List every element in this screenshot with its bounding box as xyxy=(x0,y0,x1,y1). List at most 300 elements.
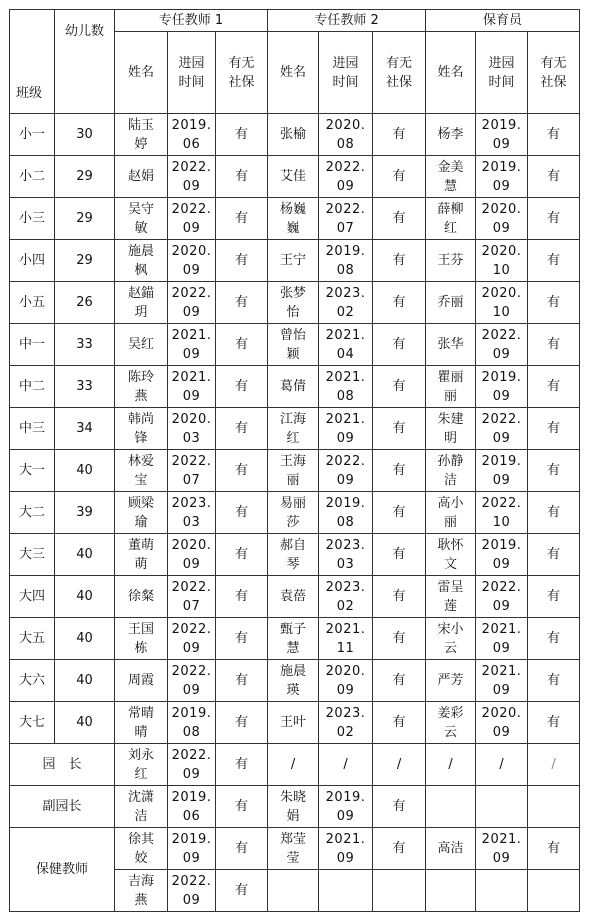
subheader-name xyxy=(115,32,168,114)
table-row xyxy=(10,576,580,618)
date-text: 10 xyxy=(492,304,511,320)
table-row xyxy=(10,282,580,324)
ss-text: 有 xyxy=(392,673,406,688)
name-text: 江海 xyxy=(280,411,307,427)
ss-text: 有 xyxy=(235,589,249,604)
count-text: 29 xyxy=(76,211,93,226)
date-text: 09 xyxy=(182,850,201,866)
social-security xyxy=(216,366,268,408)
name-text: 杨李 xyxy=(437,127,464,142)
empty-cell xyxy=(268,870,319,912)
count-text: 40 xyxy=(76,673,93,688)
entry-date xyxy=(319,366,373,408)
social-security xyxy=(373,366,426,408)
table-row xyxy=(10,324,580,366)
ss-text: 有 xyxy=(547,841,561,856)
social-security xyxy=(528,492,580,534)
social-security xyxy=(528,198,580,240)
entry-date xyxy=(476,618,528,660)
table-row xyxy=(10,660,580,702)
name-text: 施晨 xyxy=(280,663,307,679)
name-text: 朱晓 xyxy=(280,789,307,805)
teacher-name xyxy=(115,324,168,366)
empty-slash xyxy=(373,744,426,786)
social-security xyxy=(373,618,426,660)
social-security xyxy=(373,324,426,366)
class-name xyxy=(10,702,55,744)
date-text: 09 xyxy=(336,850,355,866)
entry-date xyxy=(476,534,528,576)
social-security xyxy=(216,618,268,660)
class-name xyxy=(10,492,55,534)
social-security xyxy=(373,198,426,240)
date-text: 2019. xyxy=(325,495,366,511)
date-text: 2020. xyxy=(325,663,366,679)
ss-text: 有 xyxy=(392,505,406,520)
teacher-name xyxy=(268,576,319,618)
empty-slash xyxy=(528,744,580,786)
name-text: 艾佳 xyxy=(280,169,307,184)
count-text: 33 xyxy=(76,379,93,394)
social-security xyxy=(373,492,426,534)
child-count xyxy=(55,702,115,744)
name-text: 红 xyxy=(134,766,148,782)
entry-date xyxy=(319,786,373,828)
child-count xyxy=(55,240,115,282)
class-text: 小二 xyxy=(18,169,45,184)
entry-date xyxy=(476,492,528,534)
table-row xyxy=(10,492,580,534)
teacher-name xyxy=(268,198,319,240)
empty-cell xyxy=(373,870,426,912)
name-text: 丽 xyxy=(444,514,458,530)
teacher-name xyxy=(426,156,476,198)
date-text: 2019. xyxy=(325,243,366,259)
ss-text: 有 xyxy=(392,295,406,310)
name-text: 颖 xyxy=(286,346,300,362)
social-security xyxy=(528,576,580,618)
social-security xyxy=(373,450,426,492)
teacher-name xyxy=(426,408,476,450)
table-row xyxy=(10,156,580,198)
entry-date xyxy=(168,576,216,618)
ss-text: 有 xyxy=(235,631,249,646)
child-count xyxy=(55,618,115,660)
date-text: 09 xyxy=(182,682,201,698)
ss-text: 有 xyxy=(547,715,561,730)
child-count xyxy=(55,492,115,534)
social-security xyxy=(528,450,580,492)
count-text: 40 xyxy=(76,589,93,604)
date-text: 2023. xyxy=(325,579,366,595)
date-text: 2020. xyxy=(171,537,212,553)
class-text: 中二 xyxy=(18,379,45,394)
class-name xyxy=(10,282,55,324)
social-security xyxy=(373,240,426,282)
teacher-name xyxy=(268,492,319,534)
teacher-name xyxy=(115,534,168,576)
name-text: 周霞 xyxy=(127,673,154,688)
teacher-name xyxy=(426,576,476,618)
date-text: 2021. xyxy=(171,327,212,343)
entry-date xyxy=(168,534,216,576)
date-text: 03 xyxy=(182,430,201,446)
date-text: 2021. xyxy=(325,411,366,427)
date-text: 09 xyxy=(492,388,511,404)
teacher-name xyxy=(115,114,168,156)
entry-date xyxy=(319,240,373,282)
entry-date xyxy=(319,618,373,660)
social-security xyxy=(528,702,580,744)
header-teacher-1: 专任教师 1 xyxy=(115,10,268,32)
date-text: 06 xyxy=(182,136,201,152)
date-text: 2020. xyxy=(481,243,522,259)
name-text: 燕 xyxy=(134,892,148,908)
name-text: 张华 xyxy=(437,337,464,352)
table-row xyxy=(10,408,580,450)
date-text: 09 xyxy=(492,178,511,194)
name-text: 高洁 xyxy=(437,841,464,856)
social-security xyxy=(373,282,426,324)
principal-label-text: 园 长 xyxy=(42,757,82,772)
date-text: 2022. xyxy=(171,579,212,595)
vice-label-text: 副园长 xyxy=(42,799,82,814)
name-text: 娟 xyxy=(286,808,300,824)
social-security xyxy=(373,156,426,198)
date-text: 09 xyxy=(182,304,201,320)
ss-label: 有无 xyxy=(228,55,255,71)
name-text: 慧 xyxy=(444,178,458,194)
name-text: 明 xyxy=(444,430,458,446)
name-text: 王叶 xyxy=(280,715,307,730)
date-text: 2020. xyxy=(481,705,522,721)
date-text: 09 xyxy=(182,892,201,908)
social-security xyxy=(216,786,268,828)
entry-date xyxy=(168,828,216,870)
ss-text: 有 xyxy=(235,337,249,352)
social-security xyxy=(528,618,580,660)
child-count xyxy=(55,198,115,240)
subheader-social-security xyxy=(373,32,426,114)
slash-text: / xyxy=(343,757,348,772)
date-text: 09 xyxy=(336,808,355,824)
date-text: 2022. xyxy=(171,285,212,301)
ss-text: 有 xyxy=(547,295,561,310)
ss-text: 有 xyxy=(235,253,249,268)
teacher-name xyxy=(115,660,168,702)
name-text: 王海 xyxy=(280,453,307,469)
social-security xyxy=(373,114,426,156)
teacher-name xyxy=(115,828,168,870)
class-text: 大一 xyxy=(18,463,45,478)
social-security xyxy=(216,156,268,198)
entry-date xyxy=(476,408,528,450)
date-text: 2022. xyxy=(171,747,212,763)
date-text: 2020. xyxy=(171,243,212,259)
count-text: 29 xyxy=(76,253,93,268)
count-text: 40 xyxy=(76,547,93,562)
teacher-name xyxy=(115,576,168,618)
name-text: 王国 xyxy=(127,621,154,637)
teacher-name xyxy=(426,660,476,702)
header-teacher-2: 专任教师 2 xyxy=(268,10,426,32)
ss-text: 有 xyxy=(235,169,249,184)
name-text: 锋 xyxy=(134,430,148,446)
table-row xyxy=(10,450,580,492)
date-text: 08 xyxy=(336,514,355,530)
name-text: 乔丽 xyxy=(437,295,464,310)
name-text: 吴守 xyxy=(127,201,154,217)
name-text: 宝 xyxy=(134,472,148,488)
class-name xyxy=(10,240,55,282)
teacher-name xyxy=(268,450,319,492)
date-text: 09 xyxy=(336,472,355,488)
name-text: 洁 xyxy=(134,808,148,824)
name-text: 红 xyxy=(444,220,458,236)
social-security xyxy=(216,534,268,576)
class-text: 大三 xyxy=(18,547,45,562)
date-text: 09 xyxy=(182,388,201,404)
table-row xyxy=(10,366,580,408)
class-name xyxy=(10,156,55,198)
empty-cell xyxy=(426,786,476,828)
name-text: 杨巍 xyxy=(280,201,307,217)
empty-cell xyxy=(528,870,580,912)
entry-date xyxy=(476,324,528,366)
date-text: 09 xyxy=(492,682,511,698)
social-security xyxy=(216,744,268,786)
header-caregiver: 保育员 xyxy=(426,10,580,32)
entry-date xyxy=(476,156,528,198)
entry-date xyxy=(319,492,373,534)
name-label: 姓名 xyxy=(127,65,154,80)
teacher-name xyxy=(268,786,319,828)
date-label: 进园 xyxy=(488,55,515,71)
staff-table xyxy=(9,9,580,912)
name-text: 云 xyxy=(444,640,458,656)
date-text: 2023. xyxy=(325,537,366,553)
date-text: 03 xyxy=(182,514,201,530)
child-count xyxy=(55,408,115,450)
ss-text: 有 xyxy=(235,841,249,856)
date-text: 2022. xyxy=(325,201,366,217)
name-text: 高小 xyxy=(437,495,464,511)
name-label: 姓名 xyxy=(280,65,307,80)
ss-text: 有 xyxy=(392,211,406,226)
subheader-name xyxy=(268,32,319,114)
social-security xyxy=(528,240,580,282)
date-text: 2022. xyxy=(481,327,522,343)
entry-date xyxy=(168,450,216,492)
entry-date xyxy=(168,114,216,156)
count-text: 30 xyxy=(76,127,93,142)
name-text: 王宁 xyxy=(280,253,307,268)
entry-date xyxy=(168,240,216,282)
ss-text: 有 xyxy=(392,799,406,814)
date-text: 2021. xyxy=(171,369,212,385)
entry-date xyxy=(168,660,216,702)
social-security xyxy=(216,828,268,870)
child-count xyxy=(55,324,115,366)
social-security xyxy=(216,660,268,702)
name-text: 栋 xyxy=(134,640,148,656)
child-count xyxy=(55,282,115,324)
teacher-name xyxy=(426,492,476,534)
empty-cell xyxy=(426,870,476,912)
empty-cell xyxy=(476,870,528,912)
ss-text: 有 xyxy=(547,127,561,142)
name-text: 慧 xyxy=(286,640,300,656)
name-text: 袁蓓 xyxy=(280,589,307,604)
entry-date xyxy=(476,660,528,702)
date-text: 2021. xyxy=(325,831,366,847)
name-text: 玥 xyxy=(134,304,148,320)
entry-date xyxy=(168,156,216,198)
name-text: 林爱 xyxy=(127,453,154,469)
social-security xyxy=(528,534,580,576)
class-name xyxy=(10,366,55,408)
entry-date xyxy=(476,366,528,408)
table-row xyxy=(10,702,580,744)
social-security xyxy=(528,156,580,198)
date-text: 09 xyxy=(182,556,201,572)
empty-slash xyxy=(319,744,373,786)
class-text: 中三 xyxy=(18,421,45,436)
teacher-name xyxy=(268,618,319,660)
teacher-name xyxy=(115,744,168,786)
date-label: 时间 xyxy=(332,74,359,90)
ss-text: 有 xyxy=(392,631,406,646)
social-security xyxy=(216,240,268,282)
teacher-name xyxy=(115,240,168,282)
count-text: 26 xyxy=(76,295,93,310)
name-text: 严芳 xyxy=(437,673,464,688)
social-security xyxy=(216,450,268,492)
name-text: 沈潇 xyxy=(127,789,154,805)
name-text: 丽 xyxy=(286,472,300,488)
name-text: 赵娟 xyxy=(127,169,154,184)
ss-label: 有无 xyxy=(540,55,567,71)
name-text: 宋小 xyxy=(437,621,464,637)
name-text: 巍 xyxy=(286,220,300,236)
social-security xyxy=(528,408,580,450)
social-security xyxy=(373,660,426,702)
subheader-entry-date xyxy=(319,32,373,114)
date-text: 08 xyxy=(336,262,355,278)
date-text: 06 xyxy=(182,808,201,824)
name-text: 姜彩 xyxy=(437,705,464,721)
teacher-name xyxy=(115,870,168,912)
count-text: 40 xyxy=(76,463,93,478)
slash-text: / xyxy=(551,757,556,772)
date-text: 2020. xyxy=(481,285,522,301)
date-text: 09 xyxy=(182,220,201,236)
class-name xyxy=(10,450,55,492)
name-text: 金美 xyxy=(437,159,464,175)
date-text: 2022. xyxy=(481,411,522,427)
entry-date xyxy=(476,240,528,282)
social-security xyxy=(373,576,426,618)
date-text: 09 xyxy=(336,178,355,194)
class-text: 中一 xyxy=(18,337,45,352)
social-security xyxy=(528,282,580,324)
entry-date xyxy=(319,408,373,450)
table-row xyxy=(10,534,580,576)
date-text: 2020. xyxy=(171,411,212,427)
ss-text: 有 xyxy=(547,379,561,394)
entry-date xyxy=(476,450,528,492)
name-text: 洁 xyxy=(444,472,458,488)
name-text: 孙静 xyxy=(437,453,464,469)
teacher-name xyxy=(115,618,168,660)
teacher-name xyxy=(426,702,476,744)
ss-text: 有 xyxy=(235,547,249,562)
name-text: 甄子 xyxy=(280,621,307,637)
ss-label: 社保 xyxy=(228,74,255,90)
date-label: 进园 xyxy=(332,55,359,71)
ss-text: 有 xyxy=(235,799,249,814)
class-text: 小四 xyxy=(18,253,45,268)
name-text: 薛柳 xyxy=(437,201,464,217)
teacher-name xyxy=(426,198,476,240)
name-label: 姓名 xyxy=(437,65,464,80)
name-text: 婷 xyxy=(134,136,148,152)
class-name xyxy=(10,576,55,618)
date-text: 2022. xyxy=(171,621,212,637)
slash-text: / xyxy=(396,757,402,772)
entry-date xyxy=(319,534,373,576)
teacher-name xyxy=(426,366,476,408)
social-security xyxy=(216,198,268,240)
date-text: 09 xyxy=(182,766,201,782)
ss-text: 有 xyxy=(547,589,561,604)
name-text: 丽 xyxy=(444,388,458,404)
name-text: 吴红 xyxy=(127,337,154,352)
date-text: 2020. xyxy=(325,117,366,133)
name-text: 王芬 xyxy=(437,253,464,268)
date-text: 2022. xyxy=(481,495,522,511)
date-text: 09 xyxy=(492,850,511,866)
date-text: 2019. xyxy=(325,789,366,805)
ss-text: 有 xyxy=(392,253,406,268)
count-text: 40 xyxy=(76,631,93,646)
teacher-name xyxy=(268,828,319,870)
date-text: 10 xyxy=(492,262,511,278)
name-text: 易丽 xyxy=(280,495,307,511)
class-text: 小五 xyxy=(18,295,45,310)
ss-text: 有 xyxy=(392,127,406,142)
child-count xyxy=(55,156,115,198)
entry-date xyxy=(476,114,528,156)
teacher-name xyxy=(268,240,319,282)
ss-text: 有 xyxy=(235,505,249,520)
teacher-name xyxy=(115,786,168,828)
entry-date xyxy=(168,870,216,912)
ss-text: 有 xyxy=(392,547,406,562)
teacher-name xyxy=(426,282,476,324)
subheader-entry-date xyxy=(476,32,528,114)
teacher-name xyxy=(426,534,476,576)
name-text: 顾梁 xyxy=(127,495,154,511)
name-text: 瑜 xyxy=(134,514,148,530)
social-security xyxy=(528,660,580,702)
name-text: 张榆 xyxy=(280,127,307,142)
date-text: 2022. xyxy=(325,159,366,175)
slash-text: / xyxy=(290,757,296,772)
class-name xyxy=(10,660,55,702)
name-text: 云 xyxy=(444,724,458,740)
teacher-name xyxy=(268,156,319,198)
